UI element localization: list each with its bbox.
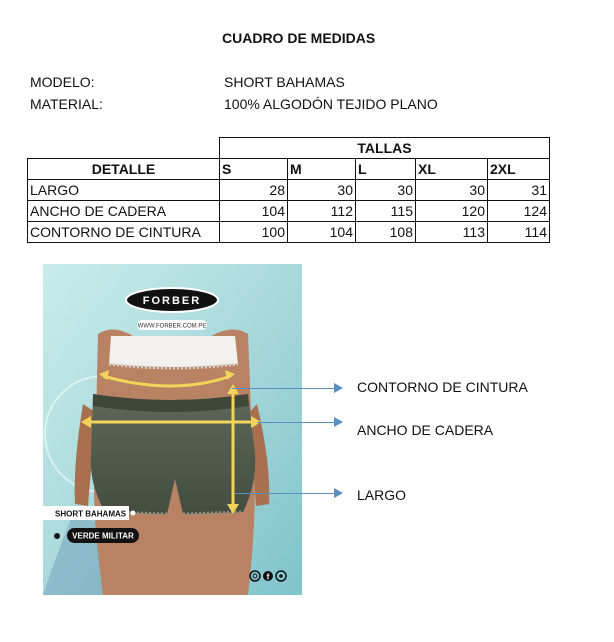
brand-logo-text: FORBER bbox=[142, 295, 202, 307]
page-title: CUADRO DE MEDIDAS bbox=[222, 30, 376, 46]
table-cell: 31 bbox=[488, 180, 550, 201]
table-cell: 30 bbox=[416, 180, 488, 201]
tag-dot bbox=[131, 511, 136, 516]
product-tag-text: SHORT BAHAMAS bbox=[55, 509, 127, 519]
size-header-s: S bbox=[220, 159, 288, 180]
empty-corner-cell bbox=[28, 138, 220, 159]
hip-callout-arrow bbox=[257, 422, 341, 423]
table-row bbox=[28, 222, 550, 243]
model-value: SHORT BAHAMAS bbox=[224, 74, 345, 90]
length-callout-arrow bbox=[235, 493, 341, 494]
hip-callout-label: ANCHO DE CADERA bbox=[357, 422, 494, 438]
material-label: MATERIAL: bbox=[30, 96, 103, 112]
color-tag-text: VERDE MILITAR bbox=[72, 531, 134, 541]
waist-callout-label: CONTORNO DE CINTURA bbox=[357, 379, 528, 395]
crop-top bbox=[109, 336, 238, 367]
table-cell: 112 bbox=[288, 201, 356, 222]
row-label: LARGO bbox=[28, 180, 220, 201]
model-label: MODELO: bbox=[30, 74, 95, 90]
row-label: CONTORNO DE CINTURA bbox=[28, 222, 220, 243]
table-cell: 120 bbox=[416, 201, 488, 222]
facebook-icon-glyph: f bbox=[266, 572, 270, 582]
color-dot bbox=[54, 533, 60, 539]
material-value: 100% ALGODÓN TEJIDO PLANO bbox=[224, 96, 438, 112]
size-chart-table bbox=[27, 137, 550, 243]
table-cell: 114 bbox=[488, 222, 550, 243]
detail-header: DETALLE bbox=[28, 159, 220, 180]
waist-callout-arrow bbox=[232, 388, 341, 389]
table-row bbox=[28, 180, 550, 201]
table-cell: 104 bbox=[288, 222, 356, 243]
size-header-l: L bbox=[356, 159, 416, 180]
row-label: ANCHO DE CADERA bbox=[28, 201, 220, 222]
brand-url: WWW.FORBER.COM.PE bbox=[137, 323, 207, 330]
product-photo bbox=[43, 264, 302, 595]
table-cell: 115 bbox=[356, 201, 416, 222]
sizes-group-header: TALLAS bbox=[220, 138, 550, 159]
table-cell: 104 bbox=[220, 201, 288, 222]
size-header-xl: XL bbox=[416, 159, 488, 180]
table-cell: 124 bbox=[488, 201, 550, 222]
table-cell: 100 bbox=[220, 222, 288, 243]
table-cell: 30 bbox=[356, 180, 416, 201]
table-cell: 108 bbox=[356, 222, 416, 243]
table-cell: 30 bbox=[288, 180, 356, 201]
size-header-2xl: 2XL bbox=[488, 159, 550, 180]
length-callout-label: LARGO bbox=[357, 487, 407, 503]
whatsapp-icon-dot bbox=[279, 574, 283, 578]
size-header-m: M bbox=[288, 159, 356, 180]
product-photo-illustration bbox=[43, 264, 302, 595]
table-cell: 113 bbox=[416, 222, 488, 243]
table-row bbox=[28, 201, 550, 222]
table-cell: 28 bbox=[220, 180, 288, 201]
